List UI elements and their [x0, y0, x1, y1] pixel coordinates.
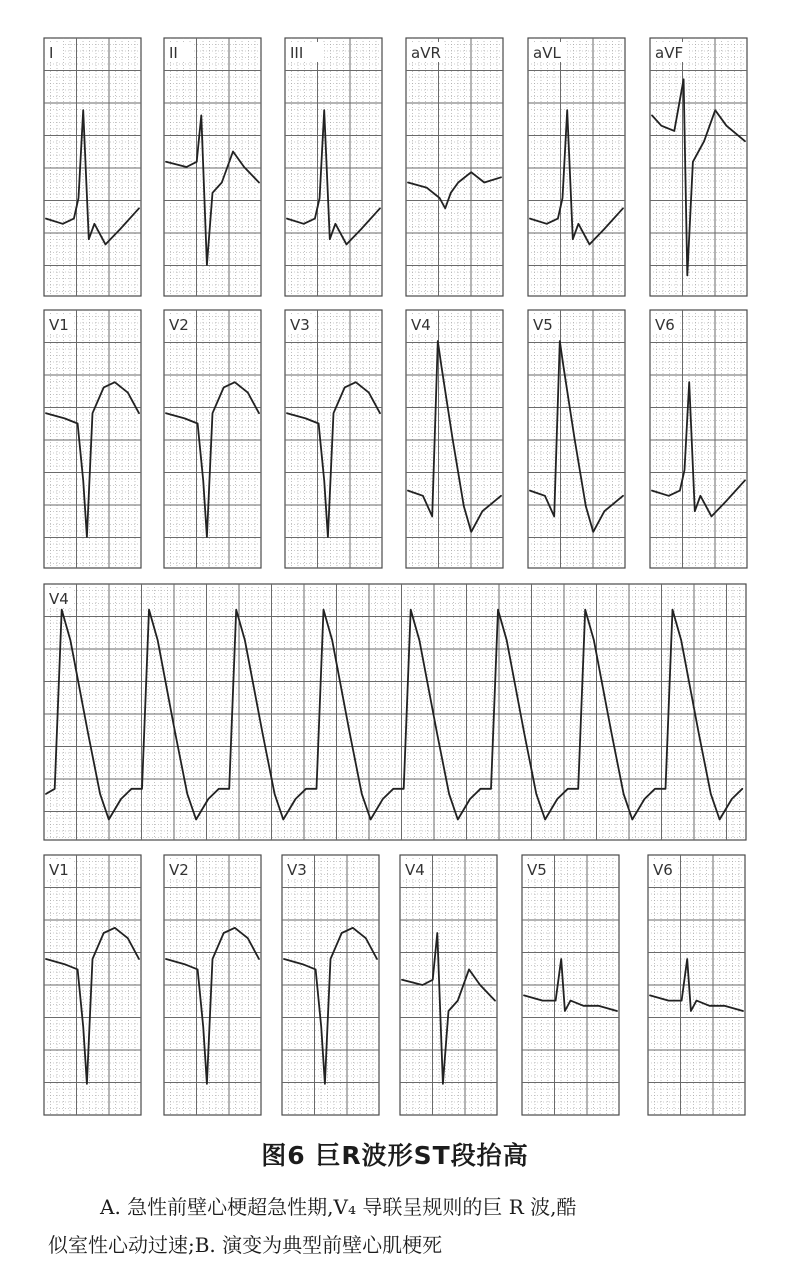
ecg-panel [400, 855, 497, 1115]
ecg-panel [164, 38, 261, 296]
ecg-panel [44, 855, 141, 1115]
ecg-panel [406, 310, 503, 568]
ecg-panel [44, 584, 746, 840]
ecg-panel [650, 310, 747, 568]
lead-label: I [49, 44, 54, 62]
lead-label: V4 [411, 316, 431, 334]
ecg-panel [406, 38, 503, 296]
lead-label: III [290, 44, 304, 62]
figure-caption-title: 图6 巨R波形ST段抬高 [261, 1141, 529, 1170]
ecg-panel [285, 38, 382, 296]
figure-caption-text [48, 1188, 760, 1264]
ecg-panel [522, 855, 619, 1115]
lead-label: V6 [653, 861, 673, 879]
lead-label: V2 [169, 316, 189, 334]
caption-line-2: 似室性心动过速;B. 演变为典型前壁心肌梗死 [48, 1233, 443, 1257]
ecg-panel [285, 310, 382, 568]
ecg-panel [528, 38, 625, 296]
lead-label: V2 [169, 861, 189, 879]
lead-label: V4 [49, 590, 69, 608]
ecg-panel [648, 855, 745, 1115]
ecg-panel [44, 310, 141, 568]
lead-label: V3 [290, 316, 310, 334]
lead-label: V6 [655, 316, 675, 334]
ecg-panel [650, 38, 747, 296]
lead-label: aVL [533, 44, 561, 62]
lead-label: V5 [533, 316, 553, 334]
lead-label: V1 [49, 316, 69, 334]
ecg-panel [528, 310, 625, 568]
lead-label: V3 [287, 861, 307, 879]
ecg-panel [282, 855, 379, 1115]
caption-line-1: A. 急性前壁心梗超急性期,V₄ 导联呈规则的巨 R 波,酷 [100, 1195, 577, 1219]
lead-label: aVR [411, 44, 441, 62]
ecg-panel [44, 38, 141, 296]
lead-label: aVF [655, 44, 684, 62]
lead-label: V1 [49, 861, 69, 879]
lead-label: V4 [405, 861, 425, 879]
lead-label: II [169, 44, 178, 62]
ecg-panel [164, 310, 261, 568]
ecg-panel [164, 855, 261, 1115]
lead-label: V5 [527, 861, 547, 879]
